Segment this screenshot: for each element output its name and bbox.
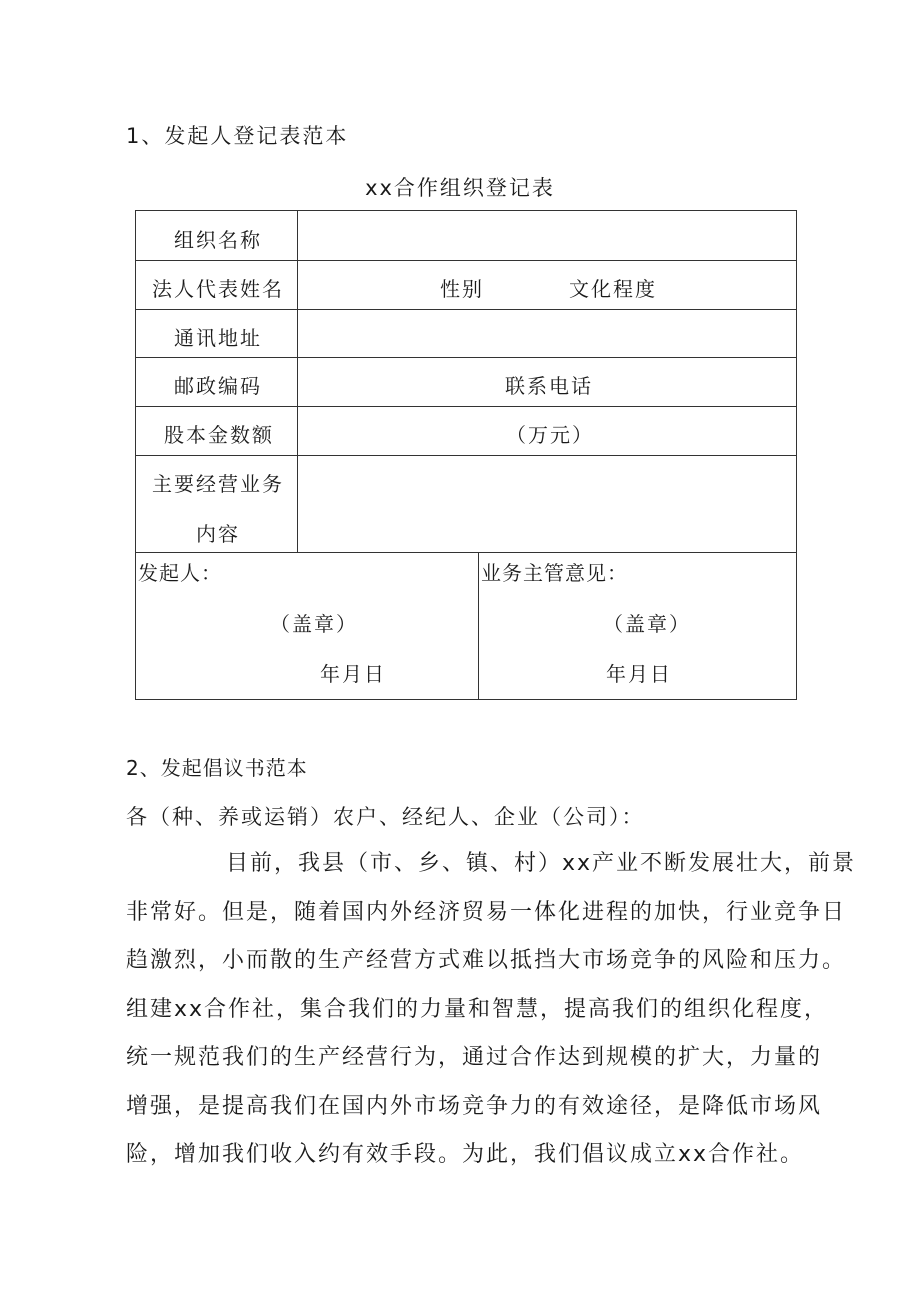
row-divider: [135, 552, 797, 553]
row-divider: [135, 455, 797, 456]
body-line: 统一规范我们的生产经营行为，通过合作达到规模的扩大，力量的: [126, 1045, 823, 1070]
supervisor-seal: （盖章）: [603, 612, 691, 636]
label-postcode: 邮政编码: [174, 374, 262, 398]
label-legal-rep: 法人代表姓名: [152, 277, 284, 301]
initiator-seal: （盖章）: [270, 612, 358, 636]
row-divider: [135, 357, 797, 358]
table-title: xx合作组织登记表: [365, 176, 555, 200]
label-business: 主要经营业务: [152, 472, 284, 496]
label-address: 通讯地址: [174, 326, 262, 350]
label-phone: 联系电话: [505, 374, 593, 398]
section2-heading: 2、发起倡议书范本: [126, 756, 308, 780]
label-business-cont: 内容: [196, 522, 240, 546]
row-divider: [135, 260, 797, 261]
body-line: 险，增加我们收入约有效手段。为此，我们倡议成立xx合作社。: [126, 1142, 805, 1167]
proposal-body: [126, 840, 857, 1180]
initiator-date: 年月日: [320, 662, 386, 686]
label-supervisor: 业务主管意见：: [481, 561, 628, 585]
body-line: 增强，是提高我们在国内外市场竞争力的有效途径，是降低市场风: [126, 1093, 823, 1119]
label-gender: 性别: [440, 277, 484, 301]
column-divider: [297, 210, 298, 552]
label-org-name: 组织名称: [174, 228, 262, 252]
supervisor-date: 年月日: [606, 662, 672, 686]
body-line: 趋激烈，小而散的生产经营方式难以抵挡大市场竞争的风险和压力。: [126, 948, 847, 973]
label-capital: 股本金数额: [164, 423, 274, 447]
label-initiator: 发起人：: [138, 561, 222, 585]
label-education: 文化程度: [569, 277, 657, 301]
row-divider: [135, 309, 797, 310]
salutation: 各（种、养或运销）农户、经纪人、企业（公司）：: [126, 805, 645, 829]
label-capital-unit: （万元）: [506, 423, 594, 447]
section1-heading: 1、发起人登记表范本: [126, 124, 349, 148]
body-line: 组建xx合作社，集合我们的力量和智慧，提高我们的组织化程度，: [126, 996, 829, 1022]
column-divider: [478, 552, 479, 700]
body-line: 非常好。但是，随着国内外经济贸易一体化进程的加快，行业竞争日: [126, 899, 847, 925]
body-line: 目前，我县（市、乡、镇、村）xx产业不断发展壮大，前景: [226, 851, 857, 876]
row-divider: [135, 406, 797, 407]
